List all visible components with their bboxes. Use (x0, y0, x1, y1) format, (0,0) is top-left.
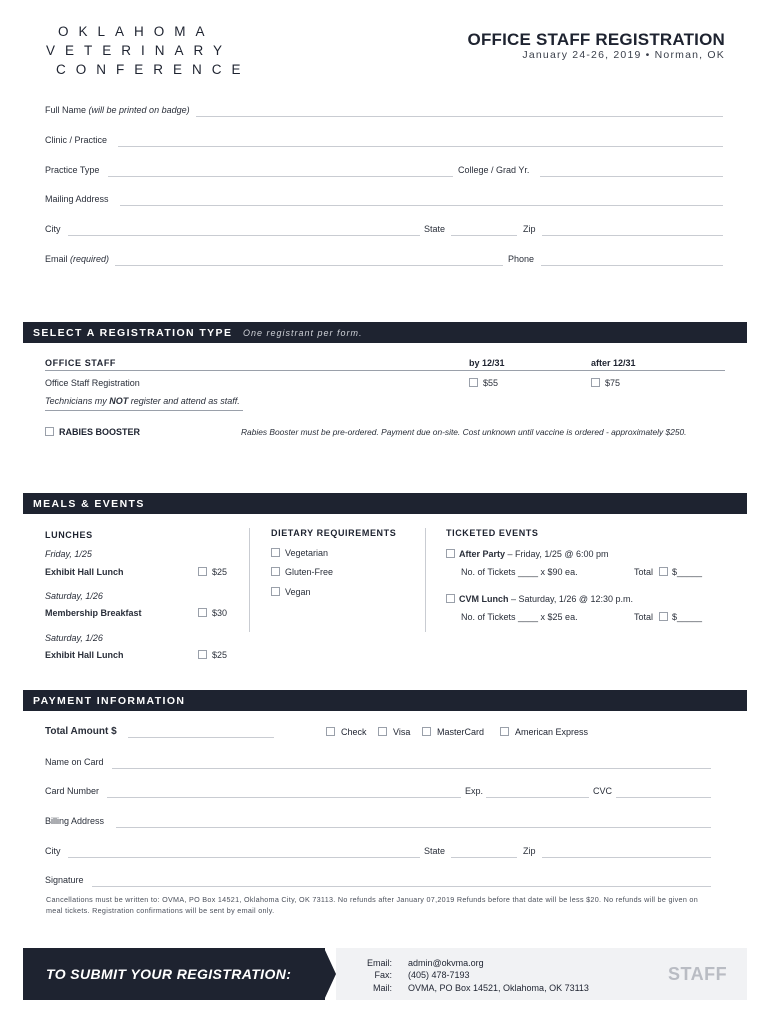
by-date-checkbox[interactable] (469, 378, 478, 387)
meals-divider-2 (425, 528, 426, 632)
staff-badge: STAFF (668, 964, 728, 984)
cvm-lunch-total-amount[interactable]: $_____ (672, 612, 703, 622)
clinic-field[interactable] (118, 146, 723, 147)
vegetarian-label: Vegetarian (285, 548, 329, 558)
fax-contact-label: Fax: (374, 970, 392, 980)
check-label: Check (341, 727, 367, 737)
cvc-label: CVC (593, 786, 613, 796)
payment-city-field[interactable] (68, 857, 420, 858)
cvc-field[interactable] (616, 797, 711, 798)
amex-checkbox[interactable] (500, 727, 509, 736)
page-subtitle: January 24-26, 2019 • Norman, OK (522, 49, 725, 61)
registration-header-rule (45, 370, 725, 371)
mailing-address-field[interactable] (120, 205, 723, 206)
payment-info-bar (23, 690, 747, 711)
mail-contact-label: Mail: (372, 983, 392, 993)
conference-logo (46, 22, 251, 79)
cvm-lunch-tickets: No. of Tickets ____ x $25 ea. (461, 612, 578, 622)
visa-label: Visa (393, 727, 411, 737)
meals-events-title: MEALS & EVENTS (33, 498, 145, 510)
after-party-checkbox[interactable] (446, 549, 455, 558)
office-staff-header: OFFICE STAFF (45, 358, 117, 368)
submit-heading: TO SUBMIT YOUR REGISTRATION: (46, 966, 292, 982)
full-name-text: Full Name (45, 105, 87, 115)
total-amount-field[interactable] (128, 737, 274, 738)
after-party-label (459, 549, 609, 559)
after-party-total-amount[interactable]: $_____ (672, 567, 703, 577)
exp-field[interactable] (486, 797, 589, 798)
phone-label: Phone (508, 254, 535, 264)
zip-field[interactable] (542, 235, 723, 236)
lunch-1-price: $25 (212, 567, 228, 577)
full-name-field[interactable] (196, 116, 723, 117)
lunch-1-day: Friday, 1/25 (45, 549, 92, 559)
logo-line-1: OKLAHOMA (58, 24, 215, 39)
check-checkbox[interactable] (326, 727, 335, 736)
email-text: Email (45, 254, 68, 264)
zip-label: Zip (523, 224, 536, 234)
office-staff-registration-label: Office Staff Registration (45, 378, 140, 388)
cvm-lunch-when: – Saturday, 1/26 @ 12:30 p.m. (508, 594, 634, 604)
practice-type-label: Practice Type (45, 165, 100, 175)
cancellation-note: Cancellations must be written to: OVMA, PO Box 14521, Oklahoma City, OK 73113. No refunds after January 07,2019 Refunds before that date will be less $20. No refunds will be given on meal tickets. Registration confirmations will be sent by email only. (46, 895, 699, 915)
technician-note (45, 396, 240, 406)
lunches-header: LUNCHES (45, 530, 93, 540)
lunch-2-checkbox[interactable] (198, 608, 207, 617)
cvm-lunch-checkbox[interactable] (446, 594, 455, 603)
submit-banner-arrow (324, 948, 336, 1000)
billing-address-label: Billing Address (45, 816, 105, 826)
name-on-card-label: Name on Card (45, 757, 104, 767)
name-on-card-field[interactable] (112, 768, 711, 769)
rabies-booster-checkbox[interactable] (45, 427, 54, 436)
city-field[interactable] (68, 235, 420, 236)
payment-info-title: PAYMENT INFORMATION (33, 695, 186, 707)
exp-label: Exp. (465, 786, 484, 796)
city-label: City (45, 224, 61, 234)
lunch-3-name: Exhibit Hall Lunch (45, 650, 124, 660)
lunch-2-day: Saturday, 1/26 (45, 591, 103, 601)
after-party-total-checkbox[interactable] (659, 567, 668, 576)
state-field[interactable] (451, 235, 517, 236)
after-party-tickets: No. of Tickets ____ x $90 ea. (461, 567, 578, 577)
payment-state-label: State (424, 846, 446, 856)
college-field[interactable] (540, 176, 723, 177)
lunch-3-price: $25 (212, 650, 228, 660)
card-number-field[interactable] (107, 797, 461, 798)
email-note: (required) (70, 254, 110, 264)
lunch-2-price: $30 (212, 608, 228, 618)
phone-field[interactable] (541, 265, 723, 266)
registration-type-note: One registrant per form. (243, 328, 363, 338)
dietary-header: DIETARY REQUIREMENTS (271, 528, 397, 538)
cvm-lunch-total-checkbox[interactable] (659, 612, 668, 621)
billing-address-field[interactable] (116, 827, 711, 828)
signature-field[interactable] (92, 886, 711, 887)
payment-city-label: City (45, 846, 61, 856)
meals-events-bar (23, 493, 747, 514)
technician-note-rule (45, 410, 243, 411)
lunch-1-name: Exhibit Hall Lunch (45, 567, 124, 577)
email-field[interactable] (115, 265, 503, 266)
technician-note-post: register and attend as staff. (128, 396, 240, 406)
payment-zip-field[interactable] (542, 857, 711, 858)
technician-note-pre: Technicians my (45, 396, 110, 406)
signature-label: Signature (45, 875, 84, 885)
after-party-when: – Friday, 1/25 @ 6:00 pm (505, 549, 609, 559)
cvm-lunch-label (459, 594, 633, 604)
logo-line-2: VETERINARY (46, 43, 233, 58)
fax-contact-value: (405) 478-7193 (408, 970, 470, 980)
after-date-checkbox[interactable] (591, 378, 600, 387)
payment-state-field[interactable] (451, 857, 517, 858)
meals-divider-1 (249, 528, 250, 632)
email-label (45, 254, 109, 264)
clinic-label: Clinic / Practice (45, 135, 108, 145)
lunch-3-day: Saturday, 1/26 (45, 633, 103, 643)
card-number-label: Card Number (45, 786, 100, 796)
after-date-header: after 12/31 (591, 358, 636, 368)
cvm-lunch-total-label: Total (634, 612, 654, 622)
vegan-checkbox[interactable] (271, 587, 280, 596)
visa-checkbox[interactable] (378, 727, 387, 736)
technician-note-not: NOT (109, 396, 129, 406)
rabies-booster-label: RABIES BOOSTER (59, 427, 141, 437)
gluten-free-checkbox[interactable] (271, 567, 280, 576)
after-party-total-label: Total (634, 567, 654, 577)
vegetarian-checkbox[interactable] (271, 548, 280, 557)
email-contact-label: Email: (366, 958, 392, 968)
payment-zip-label: Zip (523, 846, 536, 856)
registration-type-bar (23, 322, 747, 343)
practice-type-field[interactable] (108, 176, 453, 177)
email-contact-value[interactable]: admin@okvma.org (408, 958, 484, 968)
lunch-1-checkbox[interactable] (198, 567, 207, 576)
rabies-booster-note: Rabies Booster must be pre-ordered. Payment due on-site. Cost unknown until vaccine is ordered - approximately $250. (241, 427, 687, 437)
by-date-price: $55 (483, 378, 499, 388)
logo-line-3: CONFERENCE (56, 62, 251, 77)
full-name-label (45, 105, 190, 115)
page-title: OFFICE STAFF REGISTRATION (467, 30, 725, 49)
lunch-3-checkbox[interactable] (198, 650, 207, 659)
amex-label: American Express (515, 727, 589, 737)
registration-type-title: SELECT A REGISTRATION TYPE (33, 327, 233, 339)
mastercard-checkbox[interactable] (422, 727, 431, 736)
mailing-address-label: Mailing Address (45, 194, 109, 204)
after-party-name: After Party (459, 549, 506, 559)
vegan-label: Vegan (285, 587, 311, 597)
cvm-lunch-name: CVM Lunch (459, 594, 509, 604)
total-amount-label: Total Amount $ (45, 726, 117, 737)
mastercard-label: MasterCard (437, 727, 485, 737)
full-name-note: (will be printed on badge) (88, 105, 190, 115)
ticketed-events-header: TICKETED EVENTS (446, 528, 539, 538)
gluten-free-label: Gluten-Free (285, 567, 334, 577)
college-label: College / Grad Yr. (458, 165, 530, 175)
state-label: State (424, 224, 446, 234)
lunch-2-name: Membership Breakfast (45, 608, 142, 618)
after-date-price: $75 (605, 378, 621, 388)
mail-contact-value: OVMA, PO Box 14521, Oklahoma, OK 73113 (408, 983, 589, 993)
by-date-header: by 12/31 (469, 358, 505, 368)
